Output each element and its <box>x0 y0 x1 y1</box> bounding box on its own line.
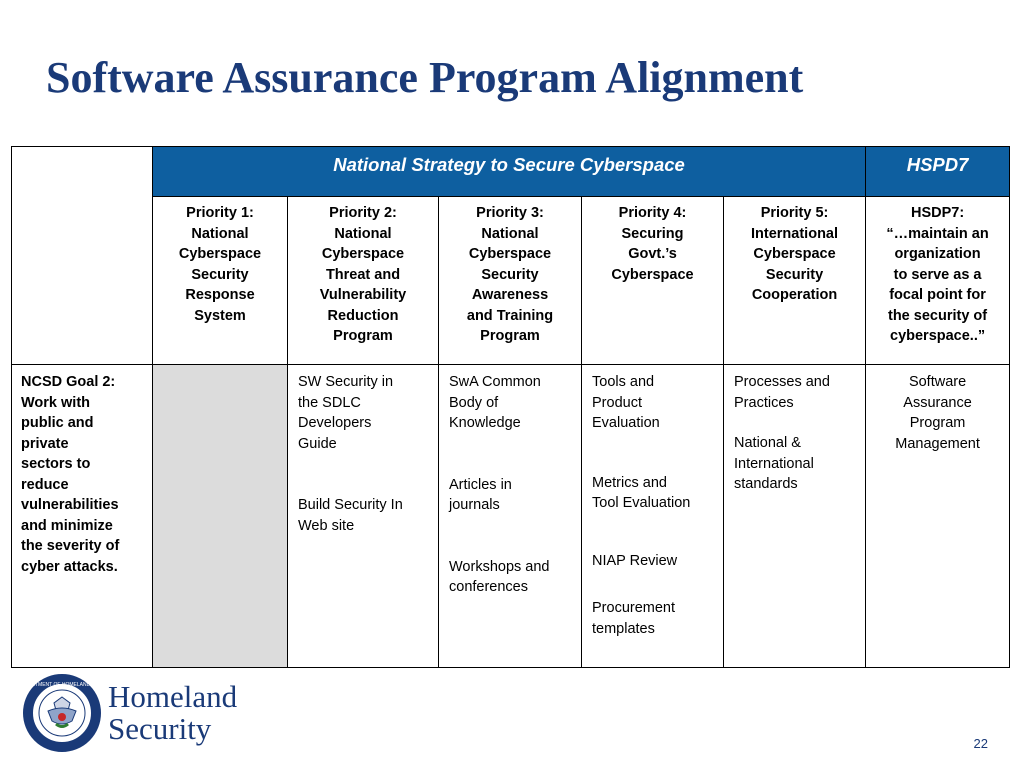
text-line: Security <box>481 266 539 283</box>
text-line: Management <box>895 435 980 452</box>
text-line: the security of <box>888 307 988 324</box>
text-line: conferences <box>449 579 528 595</box>
header-hspd7: HSPD7 <box>866 147 1010 197</box>
priority-4-cell <box>582 197 724 365</box>
tools-evaluation-item <box>592 372 719 434</box>
slide-title: Software Assurance Program Alignment <box>46 53 804 102</box>
text-line: Work with <box>21 394 91 411</box>
metrics-evaluation-item <box>592 473 719 514</box>
text-line: National & <box>734 435 801 451</box>
text-line: System <box>194 307 246 324</box>
workshops-item <box>449 557 577 598</box>
swa-program-management-item <box>870 372 1005 454</box>
header-national-strategy: National Strategy to Secure Cyberspace <box>153 147 866 197</box>
text-line: SwA Common <box>449 374 541 390</box>
text-line: Priority 4: <box>618 205 687 221</box>
text-line: National <box>481 225 539 242</box>
text-line: Articles in <box>449 476 512 493</box>
text-line: Cooperation <box>751 287 838 303</box>
text-line: Priority 5: <box>760 205 829 221</box>
text-line: organization <box>894 246 981 262</box>
text-line: Priority 2: <box>329 205 397 221</box>
priority-2-cell <box>288 197 439 365</box>
text-line: reduce <box>21 476 69 493</box>
text-line: Securing <box>621 225 684 242</box>
priority-2-activities <box>288 365 439 668</box>
text-line: Program <box>333 328 393 344</box>
text-line: Cyberspace <box>468 246 552 262</box>
text-line: Awareness <box>471 287 549 303</box>
text-line: National <box>191 225 249 242</box>
hsdp7-text <box>870 203 1005 347</box>
text-line: SW Security in <box>298 374 394 390</box>
procurement-templates-item <box>592 598 719 639</box>
text-line: International <box>751 225 839 242</box>
text-line: Program <box>480 328 540 344</box>
priority-3-cell <box>439 197 582 365</box>
text-line: “…maintain an <box>886 225 989 242</box>
text-line: Procurement <box>592 600 676 616</box>
page-number: 22 <box>973 736 988 751</box>
priority-5-cell <box>724 197 866 365</box>
text-line: journals <box>449 497 500 513</box>
processes-practices-item <box>734 372 861 413</box>
text-line: Build Security In <box>298 497 403 513</box>
blank-corner-cell <box>12 147 153 365</box>
wordmark-line-1: Homeland <box>108 679 238 714</box>
text-line: Guide <box>298 435 337 452</box>
text-line: cyber attacks. <box>21 558 118 575</box>
text-line: Threat and <box>325 266 401 283</box>
text-line: to serve as a <box>893 266 982 283</box>
text-line: NCSD Goal 2: <box>21 374 116 390</box>
text-line: Software <box>908 374 967 390</box>
text-line: HSDP7: <box>910 205 965 221</box>
sdlc-guide-item <box>298 372 434 454</box>
text-line: Cyberspace <box>178 246 262 262</box>
priority-5-activities <box>724 365 866 668</box>
text-line: cyberspace..” <box>890 328 986 344</box>
text-line: Cyberspace <box>611 266 694 283</box>
text-line: sectors to <box>21 456 91 472</box>
hsdp7-activities <box>866 365 1010 668</box>
text-line: Vulnerability <box>319 287 407 303</box>
ncsd-goal-cell <box>12 365 153 668</box>
text-line: Evaluation <box>592 415 660 431</box>
text-line: focal point for <box>889 287 986 303</box>
priority-3-activities <box>439 365 582 668</box>
text-line: templates <box>592 620 655 637</box>
text-line: Cyberspace <box>753 246 836 262</box>
text-line: Program <box>909 415 966 431</box>
text-line: Knowledge <box>449 415 521 431</box>
articles-item <box>449 475 577 516</box>
text-line: and Training <box>466 307 554 324</box>
priority-2-text <box>292 203 434 347</box>
text-line: Tool Evaluation <box>592 495 691 511</box>
text-line: Reduction <box>327 307 399 324</box>
text-line: the severity of <box>21 538 120 554</box>
text-line: Govt.’s <box>628 246 677 262</box>
text-line: Tools and <box>592 374 655 390</box>
text-line: Security <box>765 266 824 283</box>
alignment-table <box>11 146 1010 668</box>
text-line: Web site <box>298 517 355 534</box>
niap-review-item <box>592 551 719 572</box>
standards-item <box>734 433 861 495</box>
text-line: Assurance <box>903 394 972 411</box>
text-line: Body of <box>449 394 499 411</box>
hsdp7-cell <box>866 197 1010 365</box>
text-line: and minimize <box>21 517 113 534</box>
text-line: Workshops and <box>449 558 550 575</box>
swa-cbk-item <box>449 372 577 434</box>
priority-3-text <box>443 203 577 347</box>
homeland-security-wordmark <box>108 681 237 745</box>
ncsd-goal-text <box>21 372 148 577</box>
text-line: Priority 3: <box>476 205 544 221</box>
seal-lettering: U.S. DEPARTMENT OF HOMELAND SECURITY <box>7 682 117 688</box>
priority-1-activities-shaded <box>153 365 288 668</box>
text-line: Response <box>185 287 255 303</box>
text-line: standards <box>734 476 798 492</box>
text-line: Product <box>592 394 642 411</box>
wordmark-line-2: Security <box>108 711 212 746</box>
text-line: Developers <box>298 415 372 431</box>
text-line: International <box>734 455 814 472</box>
text-line: Processes and <box>734 374 830 390</box>
priority-4-text <box>586 203 719 285</box>
text-line: Cyberspace <box>321 246 405 262</box>
text-line: the SDLC <box>298 394 361 411</box>
text-line: NIAP Review <box>592 552 678 569</box>
priority-1-cell <box>153 197 288 365</box>
priority-1-text <box>157 203 283 326</box>
dhs-seal-icon <box>7 677 117 749</box>
text-line: private <box>21 435 69 452</box>
build-security-in-item <box>298 495 434 536</box>
priority-5-text <box>728 203 861 306</box>
text-line: Practices <box>734 394 794 411</box>
text-line: National <box>334 225 392 242</box>
text-line: Priority 1: <box>186 205 254 221</box>
priority-4-activities <box>582 365 724 668</box>
text-line: vulnerabilities <box>21 497 119 513</box>
text-line: Security <box>191 266 249 283</box>
dhs-logo <box>7 677 276 751</box>
text-line: public and <box>21 415 94 431</box>
text-line: Metrics and <box>592 474 667 491</box>
